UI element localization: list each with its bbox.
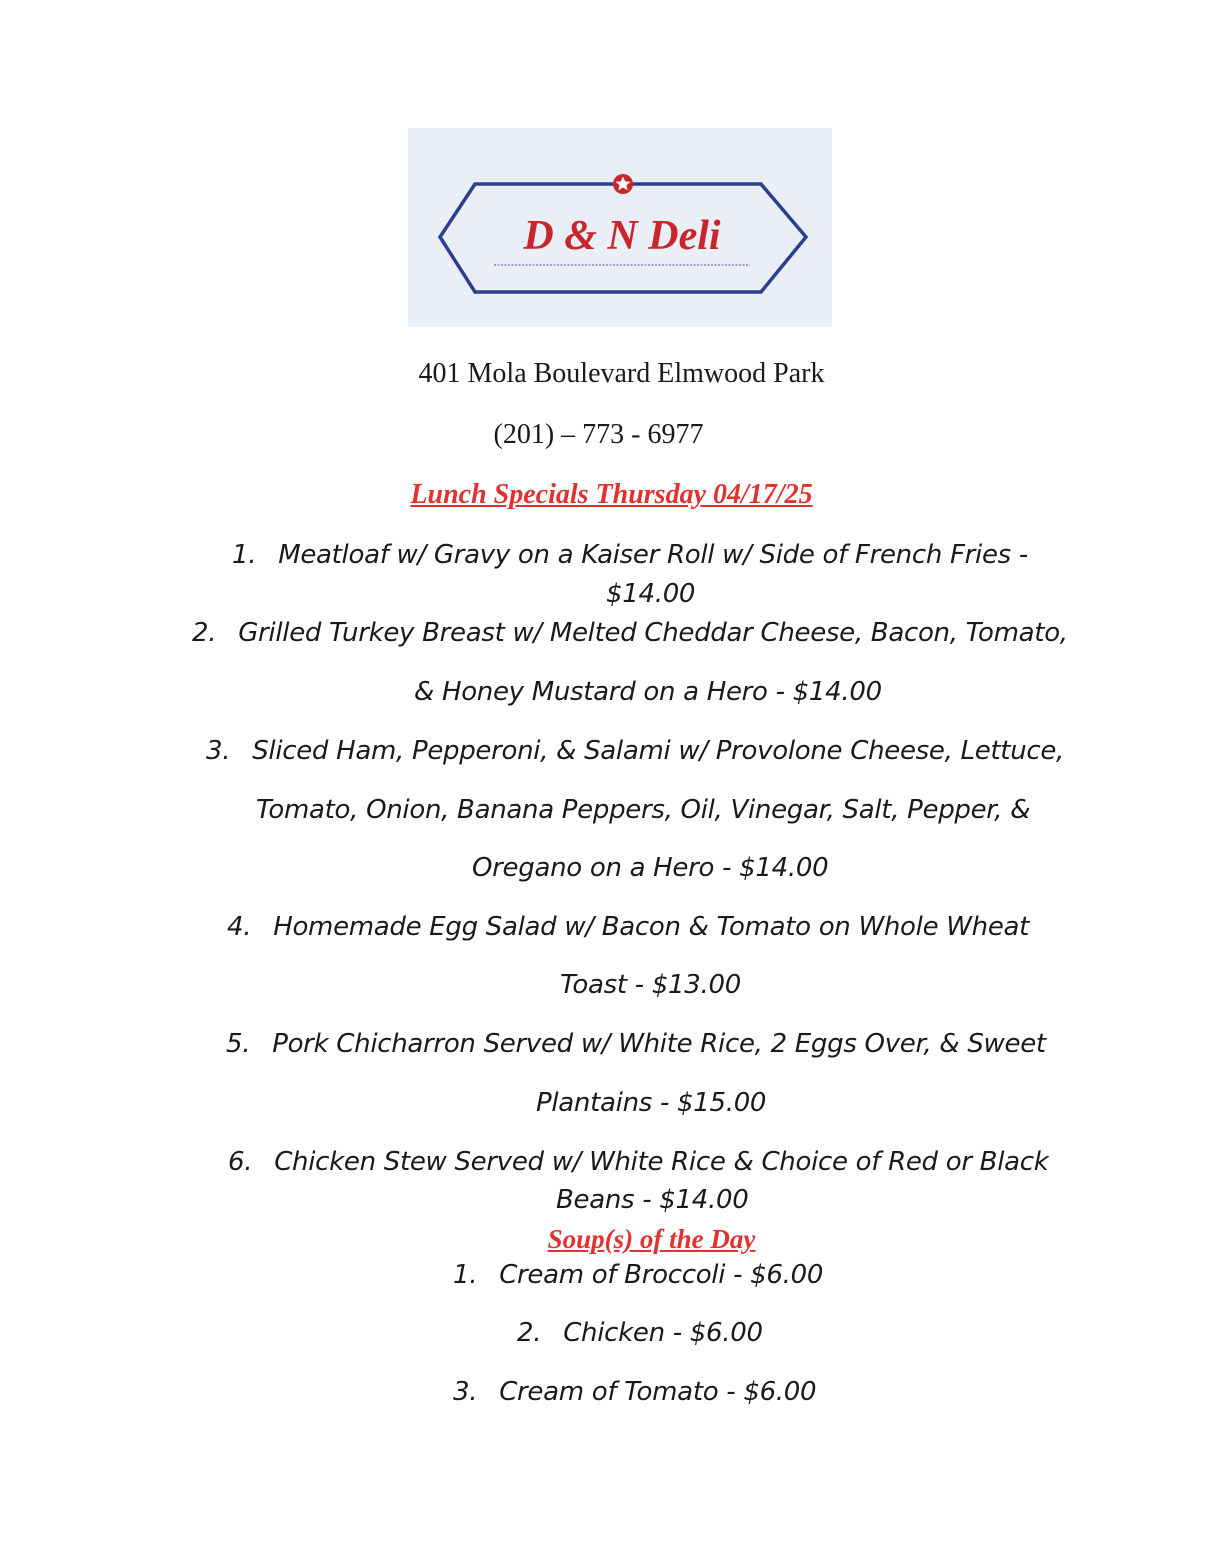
- item-text: Homemade Egg Salad w/ Bacon & Tomato on Whole Wheat: [273, 912, 1030, 942]
- item-text-continued: Plantains - $15.00: [536, 1088, 767, 1118]
- item-number: 1.: [453, 1260, 478, 1290]
- item-text: Cream of Tomato - $6.00: [499, 1377, 817, 1407]
- item-number: 6.: [228, 1147, 253, 1177]
- phone-number: (201) – 773 - 6977: [493, 419, 704, 450]
- item-text-continued: Oregano on a Hero - $14.00: [472, 853, 829, 883]
- list-item: [228, 1147, 1049, 1177]
- item-text-continued: & Honey Mustard on a Hero - $14.00: [414, 677, 882, 707]
- item-number: 2.: [517, 1318, 542, 1348]
- item-number: 1.: [232, 540, 257, 570]
- item-text-continued: $14.00: [606, 579, 696, 609]
- item-text-continued: Toast - $13.00: [560, 970, 741, 1000]
- list-item: [192, 618, 1068, 648]
- item-number: 3.: [206, 736, 231, 766]
- item-text-continued: Beans - $14.00: [556, 1185, 749, 1215]
- specials-heading: Lunch Specials Thursday 04/17/25: [410, 479, 813, 510]
- list-item: [453, 1260, 823, 1290]
- star-icon: [613, 174, 633, 194]
- item-text: Cream of Broccoli - $6.00: [499, 1260, 824, 1290]
- item-text: Pork Chicharron Served w/ White Rice, 2 Eggs Over, & Sweet: [272, 1029, 1046, 1059]
- item-text: Meatloaf w/ Gravy on a Kaiser Roll w/ Side of French Fries -: [278, 540, 1028, 570]
- item-text: Grilled Turkey Breast w/ Melted Cheddar Cheese, Bacon, Tomato,: [238, 618, 1068, 648]
- item-text: Chicken - $6.00: [563, 1318, 763, 1348]
- list-item: [453, 1377, 816, 1407]
- item-text: Chicken Stew Served w/ White Rice & Choice of Red or Black: [274, 1147, 1049, 1177]
- item-text-continued: Tomato, Onion, Banana Peppers, Oil, Vinegar, Salt, Pepper, &: [256, 795, 1031, 825]
- item-number: 4.: [227, 912, 252, 942]
- list-item: [226, 1029, 1046, 1059]
- logo-text: D & N Deli: [523, 213, 721, 259]
- deli-logo: [408, 128, 832, 327]
- item-number: 3.: [453, 1377, 478, 1407]
- item-number: 2.: [192, 618, 217, 648]
- logo-frame: [408, 128, 832, 327]
- list-item: [227, 912, 1029, 942]
- item-text: Sliced Ham, Pepperoni, & Salami w/ Provolone Cheese, Lettuce,: [252, 736, 1065, 766]
- list-item: [517, 1318, 763, 1348]
- list-item: [232, 540, 1028, 570]
- address: 401 Mola Boulevard Elmwood Park: [418, 358, 825, 389]
- item-number: 5.: [226, 1029, 251, 1059]
- list-item: [206, 736, 1064, 766]
- soups-heading: Soup(s) of the Day: [547, 1224, 756, 1254]
